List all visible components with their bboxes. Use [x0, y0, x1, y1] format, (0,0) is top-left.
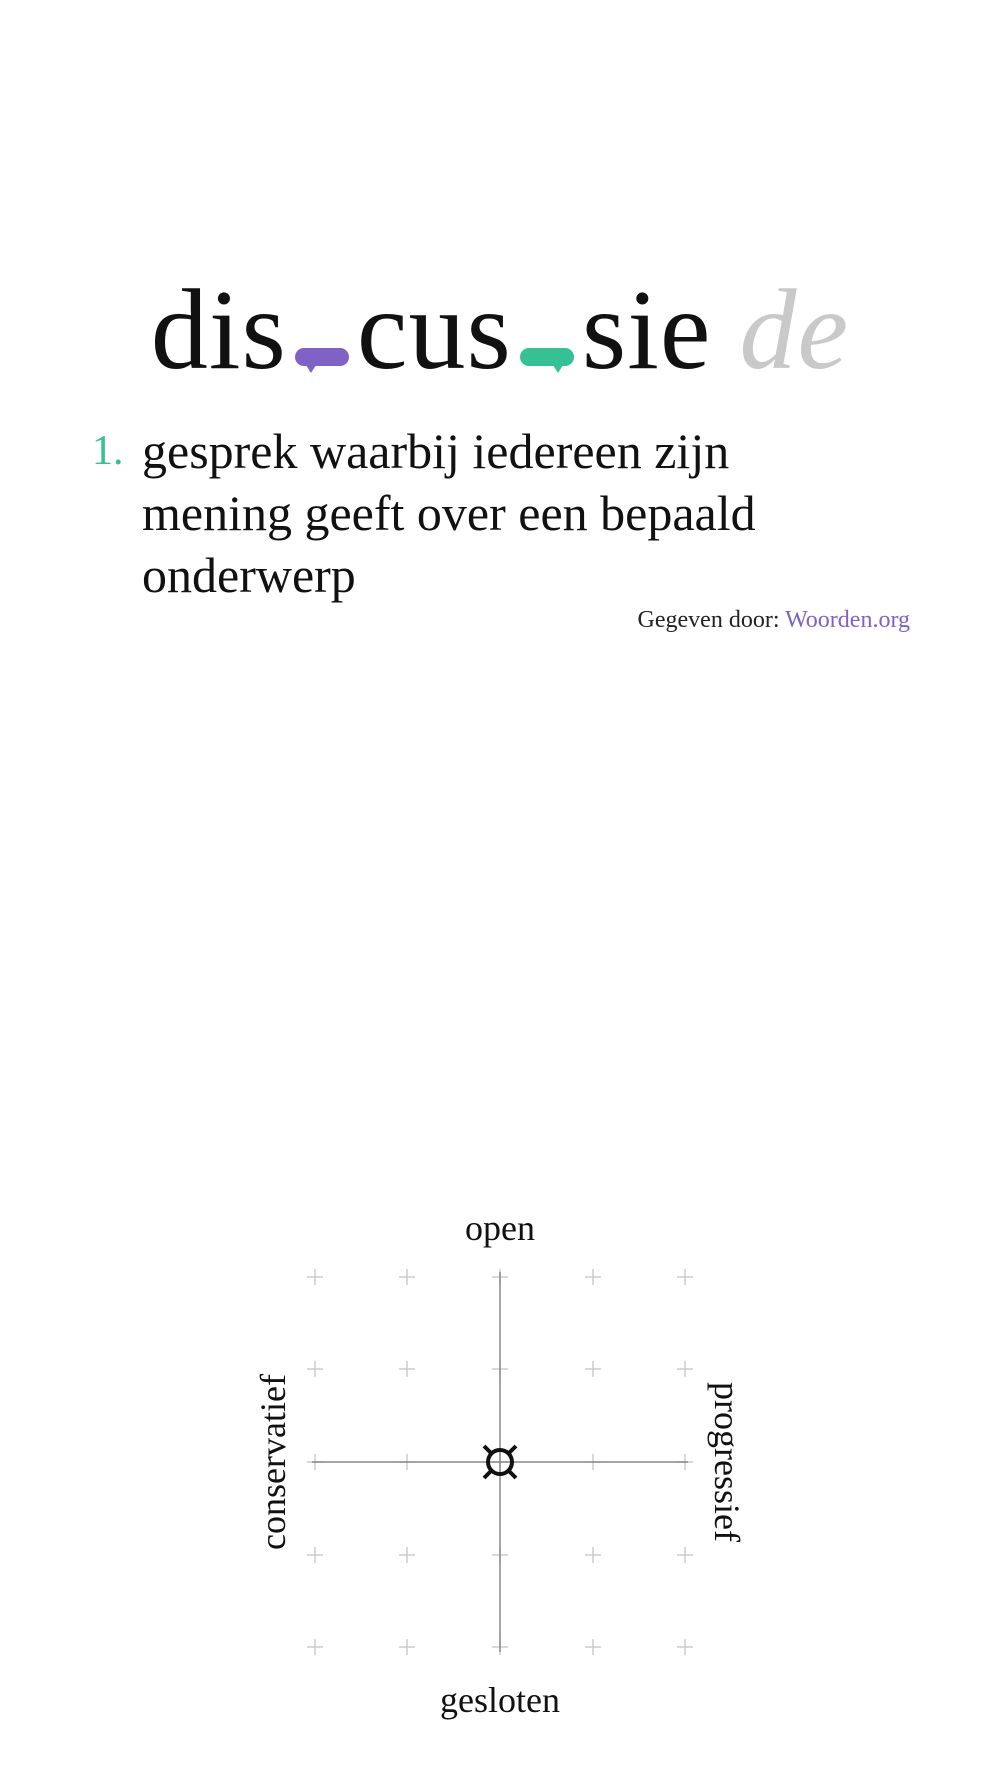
- grid-plus-icon: [399, 1269, 415, 1285]
- credit-prefix: Gegeven door:: [637, 607, 780, 633]
- syllable-2: cus: [356, 266, 512, 393]
- grid-plus-icon: [677, 1547, 693, 1563]
- grid-plus-icon: [399, 1361, 415, 1377]
- grid-plus-icon: [307, 1639, 323, 1655]
- article: de: [739, 266, 850, 393]
- grid-plus-icon: [677, 1269, 693, 1285]
- speech-bubble-green-icon: [520, 348, 574, 368]
- grid-plus-icon: [399, 1639, 415, 1655]
- compass-label-left: conservatief: [253, 1374, 293, 1550]
- grid-plus-icon: [307, 1547, 323, 1563]
- compass-grid: [240, 1200, 760, 1720]
- grid-plus-icon: [585, 1639, 601, 1655]
- grid-plus-icon: [677, 1361, 693, 1377]
- definition-text: gesprek waarbij iedereen zijn mening geeft over een bepaald onderwerp: [142, 423, 756, 603]
- grid-plus-icon: [399, 1547, 415, 1563]
- political-compass: [240, 1200, 760, 1720]
- speech-bubble-purple-tail: [304, 362, 318, 373]
- speech-bubble-purple-icon: [295, 348, 349, 368]
- compass-label-bottom: gesloten: [440, 1680, 560, 1720]
- grid-plus-icon: [307, 1269, 323, 1285]
- syllable-3: sie: [581, 266, 712, 393]
- grid-plus-icon: [677, 1639, 693, 1655]
- definition-item: [92, 420, 892, 606]
- compass-label-right: progressief: [707, 1382, 747, 1542]
- credit: [638, 605, 910, 635]
- credit-source-link[interactable]: Woorden.org: [785, 607, 910, 633]
- syllable-1: dis: [150, 266, 287, 393]
- headword: [0, 265, 1000, 395]
- definition-number: 1.: [92, 428, 124, 474]
- grid-plus-icon: [585, 1269, 601, 1285]
- grid-plus-icon: [585, 1547, 601, 1563]
- speech-bubble-green-tail: [551, 362, 565, 373]
- speech-bubble-green-bar: [520, 348, 574, 366]
- grid-plus-icon: [307, 1361, 323, 1377]
- grid-plus-icon: [585, 1361, 601, 1377]
- compass-label-top: open: [465, 1208, 535, 1248]
